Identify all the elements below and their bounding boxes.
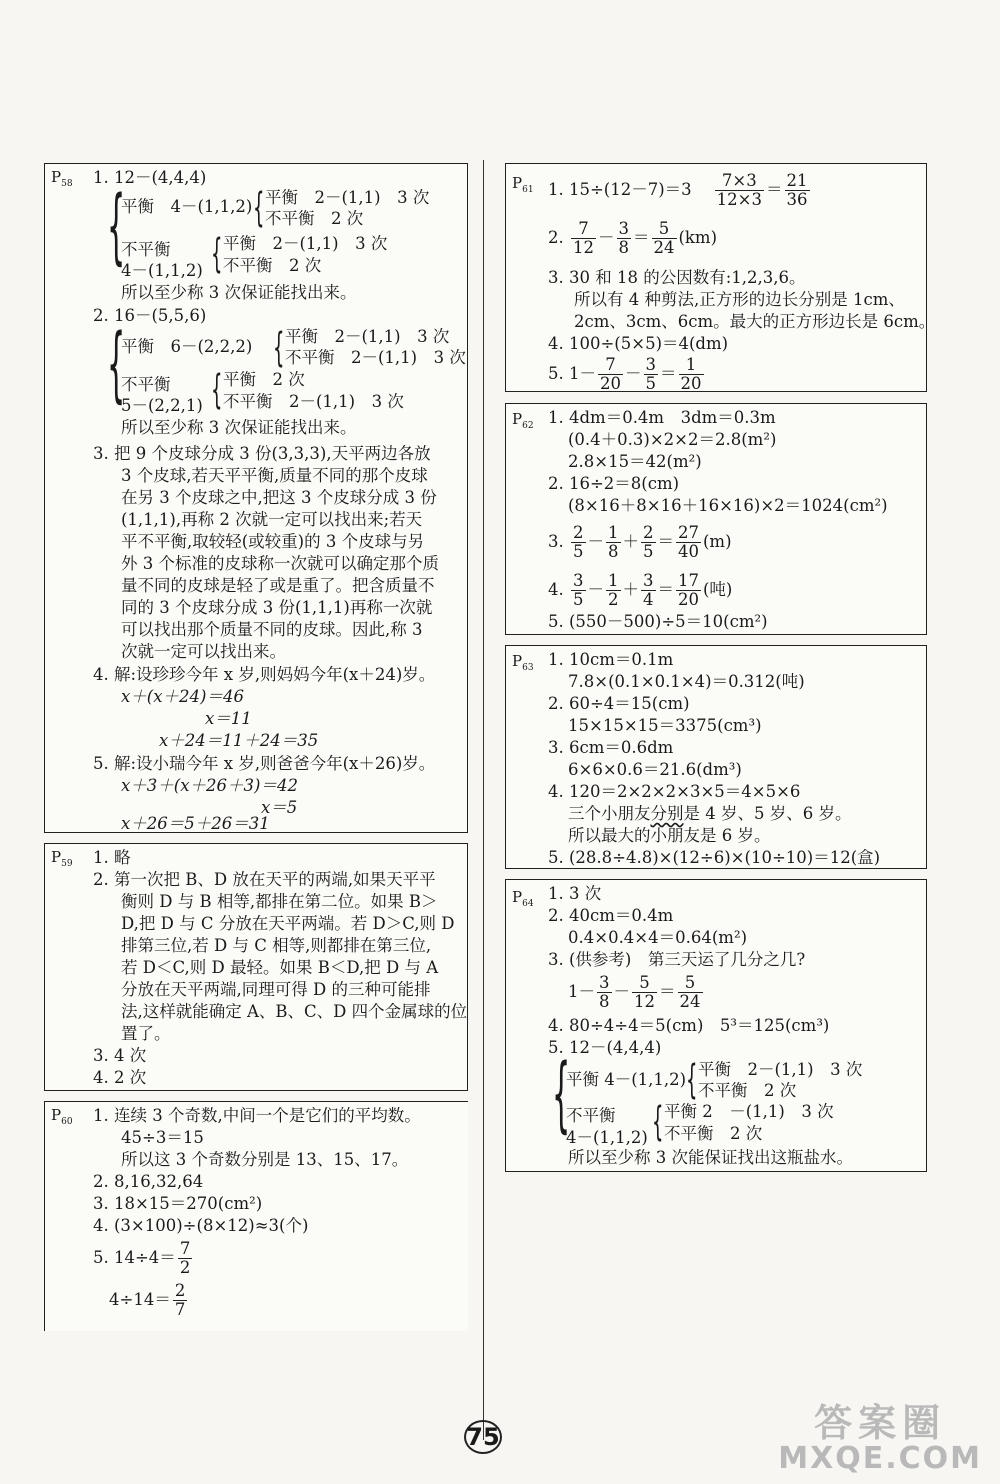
fraction-line — [109, 1282, 189, 1319]
line: 1. 连续 3 个奇数,中间一个是它们的平均数。 — [93, 1106, 421, 1125]
fraction: $\frac{17}{20}$ — [678, 571, 699, 609]
q1-sub: 不平衡 2 次 — [265, 209, 364, 228]
fraction: $\frac{7\times 3}{12\times 3}$ — [716, 171, 762, 209]
line: 2. 8,16,32,64 — [93, 1172, 204, 1191]
line: 5. 12－(4,4,4) — [548, 1038, 662, 1057]
line: 15×15×15＝3375(cm³) — [568, 716, 762, 735]
page-ref-p58: $P_{58}$ — [51, 168, 73, 189]
line: 所以最大的小朋友是 6 岁。 — [568, 826, 771, 845]
page-ref-p59: $P_{59}$ — [51, 848, 73, 869]
fraction: $\frac{1}{2}$ — [608, 571, 619, 609]
q2-conclusion: 所以至少称 3 次保证能找出来。 — [121, 418, 357, 437]
page-ref-p63: $P_{63}$ — [512, 652, 534, 673]
q4-line: x＝11 — [205, 709, 252, 728]
q2-branch: 平衡 6－(2,2,2) — [121, 337, 253, 356]
line: 6×6×0.6＝21.6(dm³) — [568, 760, 742, 779]
line: 4. 2 次 — [93, 1068, 147, 1087]
q5-sub: 平衡 2 －(1,1) 3 次 — [664, 1102, 834, 1121]
q1-branch: 平衡 4－(1,1,2) — [121, 197, 253, 216]
line: (8×16＋8×16＋16×16)×2＝1024(cm²) — [568, 496, 888, 515]
fraction: $\frac{3}{8}$ — [599, 973, 610, 1011]
answer-box-p64 — [505, 879, 927, 1172]
q2-sub: 平衡 2－(1,1) 3 次 — [285, 327, 450, 346]
q1-title: 1. 12－(4,4,4) — [93, 168, 207, 187]
line: 4. (3×100)÷(8×12)≈3(个) — [93, 1216, 309, 1235]
fraction: $\frac{27}{40}$ — [678, 523, 699, 561]
fraction: $\frac{3}{4}$ — [643, 571, 654, 609]
fraction-line: 5. 1－ $\frac{7}{20}$ － $\frac{3}{5}$ ＝ $\frac{1}{20}$ — [548, 355, 702, 393]
page-ref-p60: $P_{60}$ — [51, 1106, 73, 1127]
page-number: 75 — [460, 1420, 506, 1456]
fraction-line: 3. $\frac{2}{5}$ － $\frac{1}{8}$ ＋ $\frac{2}{5}$ ＝ $\frac{27}{40}$ (m) — [548, 523, 732, 561]
line: 45÷3＝15 — [121, 1128, 204, 1147]
brace: { — [273, 325, 285, 371]
line: 3. 30 和 18 的公因数有:1,2,3,6。 — [548, 268, 806, 287]
fraction-line — [93, 1240, 194, 1277]
line: 衡则 D 与 B 相等,都排在第二位。如果 B＞ — [121, 892, 438, 911]
line: D,把 D 与 C 分放在天平两端。若 D＞C,则 D — [121, 914, 455, 933]
q1-sub: 不平衡 2 次 — [223, 256, 322, 275]
line: 所以有 4 种剪法,正方形的边长分别是 1cm、 — [574, 290, 905, 309]
line: 1. 10cm＝0.1m — [548, 650, 674, 669]
q1-branch: 4－(1,1,2) — [121, 261, 203, 280]
q3-line: 平不平衡,取较轻(或较重)的 3 个皮球与另 — [121, 532, 425, 551]
brace: { — [253, 185, 265, 231]
line: 3. (供参考) 第三天运了几分之几? — [548, 950, 806, 969]
q3-line: 量不同的皮球是轻了或是重了。把含质量不 — [121, 576, 435, 595]
line: 三个小朋友分别是 4 岁、5 岁、6 岁。 — [568, 804, 852, 823]
fraction-line: 1. 15÷(12－7)＝3 $\frac{7\times 3}{12\times 3}$ ＝ $\frac{21}{36}$ — [548, 171, 808, 209]
answer-box-p58 — [44, 163, 468, 833]
brace: { — [211, 367, 223, 413]
q5-conclusion: 所以至少称 3 次能保证找出这瓶盐水。 — [568, 1148, 853, 1167]
line: (0.4＋0.3)×2×2＝2.8(m²) — [568, 430, 777, 449]
q5-branch: 4－(1,1,2) — [566, 1128, 648, 1147]
line: 4. 120＝2×2×2×3×5＝4×5×6 — [548, 782, 801, 801]
line: 7.8×(0.1×0.1×4)＝0.312(吨) — [568, 672, 805, 691]
fraction: $\frac{5}{24}$ — [679, 973, 701, 1011]
watermark-logo: 答案圈 MXQE.COM — [778, 1401, 982, 1476]
q1-sub: 平衡 2－(1,1) 3 次 — [223, 234, 388, 253]
line: 3. 6cm＝0.6dm — [548, 738, 674, 757]
answer-box-p62 — [505, 403, 927, 635]
answer-box-p59 — [44, 843, 468, 1091]
page-ref-p64: $P_{64}$ — [512, 888, 534, 909]
q5-line: 5. 解:设小瑞今年 x 岁,则爸爸今年(x＋26)岁。 — [93, 754, 436, 773]
fraction: $\frac{3}{5}$ — [645, 355, 656, 393]
line: 4. 80÷4÷4＝5(cm) 5³＝125(cm³) — [548, 1016, 830, 1035]
fraction: $\frac{21}{36}$ — [786, 171, 808, 209]
q4-line: x＋24＝11＋24＝35 — [159, 731, 319, 750]
line: 3. 18×15＝270(cm²) — [93, 1194, 263, 1213]
line: 2. 40cm＝0.4m — [548, 906, 674, 925]
fraction: $\frac{7}{12}$ — [573, 219, 594, 257]
fraction-line: 1－ $\frac{3}{8}$ － $\frac{5}{12}$ ＝ $\frac{5}{24}$ — [568, 973, 701, 1011]
expr: 4÷14＝ — [109, 1290, 171, 1309]
page-ref-p61: $P_{61}$ — [512, 174, 534, 195]
line: 置了。 — [121, 1024, 171, 1043]
line: 若 D＜C,则 D 最轻。如果 B＜D,把 D 与 A — [121, 958, 439, 977]
line: 2. 第一次把 B、D 放在天平的两端,如果天平平 — [93, 870, 436, 889]
q5-branch: 不平衡 — [566, 1106, 616, 1125]
fraction: $\frac{2}{7}$ — [174, 1281, 186, 1319]
q2-sub: 不平衡 2－(1,1) 3 次 — [285, 348, 466, 367]
fraction: $\frac{2}{5}$ — [573, 523, 584, 561]
q2-sub: 不平衡 2－(1,1) 3 次 — [223, 392, 404, 411]
q3-line: 同的 3 个皮球分成 3 份(1,1,1)再称一次就 — [121, 598, 433, 617]
q1-sub: 平衡 2－(1,1) 3 次 — [265, 188, 430, 207]
answer-box-p60 — [44, 1101, 468, 1331]
expr: 5. 14÷4＝ — [93, 1248, 176, 1267]
line: 2.8×15＝42(m²) — [568, 452, 702, 471]
brace: { — [686, 1057, 698, 1103]
q5-line: x＝5 — [261, 798, 298, 817]
q5-branch: 平衡 4－(1,1,2) — [566, 1070, 687, 1089]
fraction: $\frac{7}{20}$ — [600, 355, 621, 393]
line: 1. 3 次 — [548, 884, 602, 903]
brace: { — [652, 1099, 664, 1145]
q3-line: 3. 把 9 个皮球分成 3 份(3,3,3),天平两边各放 — [93, 444, 431, 463]
q2-title: 2. 16－(5,5,6) — [93, 306, 207, 325]
line: 法,这样就能确定 A、B、C、D 四个金属球的位 — [121, 1002, 468, 1021]
q4-line: x＋(x＋24)＝46 — [121, 687, 244, 706]
line: 分放在天平两端,同理可得 D 的三种可能排 — [121, 980, 431, 999]
answer-box-p61 — [505, 163, 936, 393]
fraction: $\frac{3}{8}$ — [618, 219, 629, 257]
fraction: $\frac{5}{12}$ — [634, 973, 655, 1011]
fraction: $\frac{1}{8}$ — [608, 523, 619, 561]
q3-line: (1,1,1),再称 2 次就一定可以找出来;若天 — [121, 510, 423, 529]
fraction: $\frac{7}{2}$ — [179, 1239, 191, 1277]
line: 所以这 3 个奇数分别是 13、15、17。 — [121, 1150, 409, 1169]
line: 4. 100÷(5×5)＝4(dm) — [548, 334, 729, 353]
line: 1. 4dm＝0.4m 3dm＝0.3m — [548, 408, 776, 427]
line: 排第三位,若 D 与 C 相等,则都排在第三位, — [121, 936, 432, 955]
q1-branch: 不平衡 — [121, 240, 171, 259]
fraction: $\frac{2}{5}$ — [643, 523, 654, 561]
q1-conclusion: 所以至少称 3 次保证能找出来。 — [121, 283, 357, 302]
fraction: $\frac{5}{24}$ — [653, 219, 675, 257]
q5-sub: 不平衡 2 次 — [698, 1081, 797, 1100]
column-divider — [483, 160, 484, 1440]
fraction-line: 2. $\frac{7}{12}$ － $\frac{3}{8}$ ＝ $\frac{5}{24}$ (km) — [548, 219, 718, 257]
fraction-line: 4. $\frac{3}{5}$ － $\frac{1}{2}$ ＋ $\frac{3}{4}$ ＝ $\frac{17}{20}$ (吨) — [548, 571, 733, 609]
line: 1. 略 — [93, 848, 131, 867]
brace: { — [552, 1047, 571, 1142]
q5-sub: 平衡 2－(1,1) 3 次 — [698, 1060, 863, 1079]
fraction: $\frac{1}{20}$ — [680, 355, 702, 393]
brace: { — [211, 231, 223, 277]
q3-line: 在另 3 个皮球之中,把这 3 个皮球分成 3 份 — [121, 488, 437, 507]
q2-branch: 不平衡 — [121, 375, 171, 394]
q2-branch: 5－(2,2,1) — [121, 396, 203, 415]
line: 2. 60÷4＝15(cm) — [548, 694, 690, 713]
fraction: $\frac{3}{5}$ — [573, 571, 584, 609]
line: 3. 4 次 — [93, 1046, 147, 1065]
line: 0.4×0.4×4＝0.64(m²) — [568, 928, 748, 947]
line: 2. 16÷2＝8(cm) — [548, 474, 680, 493]
line: 5. (28.8÷4.8)×(12÷6)×(10÷10)＝12(盒) — [548, 848, 881, 867]
q3-line: 次就一定可以找出来。 — [121, 642, 286, 661]
q2-sub: 平衡 2 次 — [223, 370, 305, 389]
q5-sub: 不平衡 2 次 — [664, 1124, 763, 1143]
brace: { — [107, 179, 126, 274]
q3-line: 3 个皮球,若天平平衡,质量不同的那个皮球 — [121, 466, 428, 485]
answer-box-p63 — [505, 645, 927, 869]
q3-line: 外 3 个标准的皮球称一次就可以确定那个质 — [121, 554, 439, 573]
q4-line: 4. 解:设珍珍今年 x 岁,则妈妈今年(x＋24)岁。 — [93, 665, 436, 684]
brace: { — [107, 317, 126, 412]
line: 2cm、3cm、6cm。最大的正方形边长是 6cm。 — [574, 312, 936, 331]
q5-line: x＋3＋(x＋26＋3)＝42 — [121, 776, 298, 795]
q3-line: 可以找出那个质量不同的皮球。因此,称 3 — [121, 620, 423, 639]
page-ref-p62: $P_{62}$ — [512, 410, 534, 431]
q5-line: x＋26＝5＋26＝31 — [121, 814, 270, 833]
line: 5. (550－500)÷5＝10(cm²) — [548, 612, 768, 631]
